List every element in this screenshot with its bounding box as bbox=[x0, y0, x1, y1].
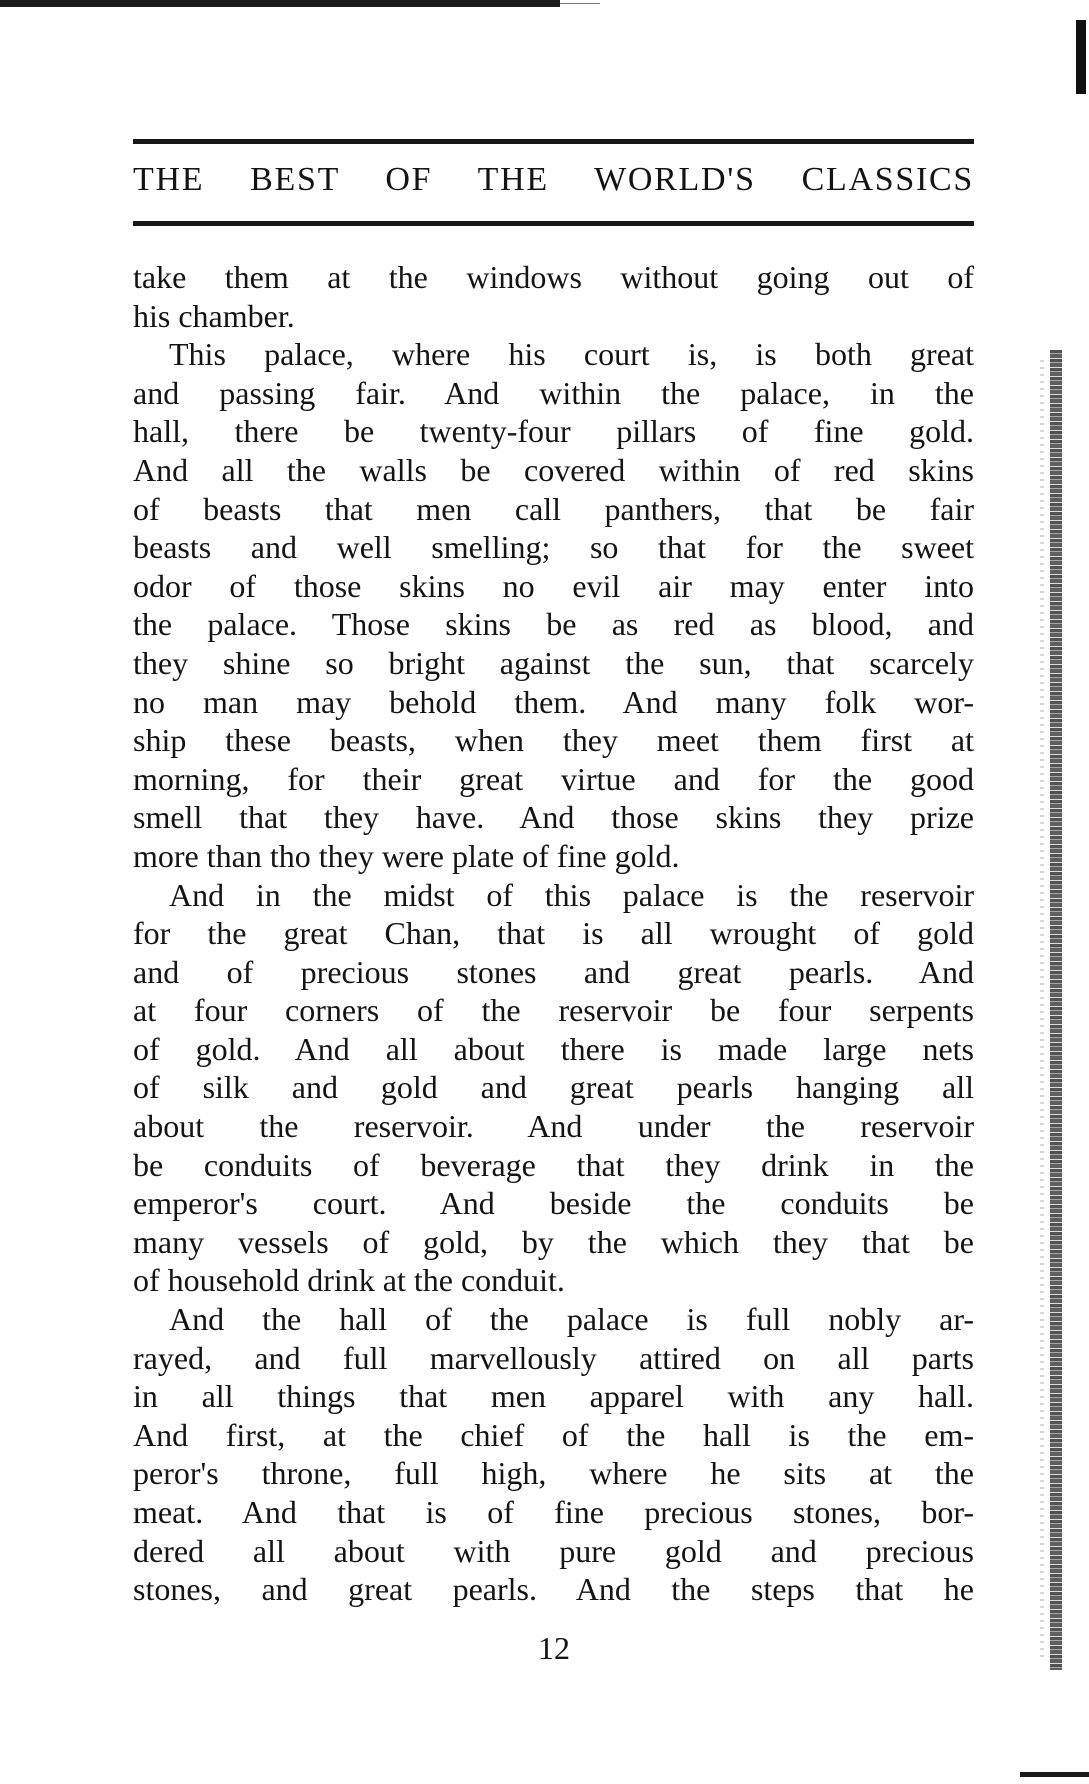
page-bottom-edge bbox=[1020, 1772, 1089, 1777]
text-line: his chamber. bbox=[133, 297, 295, 334]
text-line: they shine so bright against the sun, that scarcely bbox=[133, 644, 974, 681]
text-line: And in the midst of this palace is the reservoir bbox=[169, 876, 974, 913]
page-right-edge-mark bbox=[1076, 20, 1086, 94]
text-line: emperor's court. And beside the conduits be bbox=[133, 1185, 974, 1222]
text-line: hall, there be twenty-four pillars of fine gold. bbox=[133, 413, 974, 450]
text-line: at four corners of the reservoir be four serpents bbox=[133, 992, 974, 1029]
text-line: of household drink at the conduit. bbox=[133, 1262, 565, 1299]
binding-shadow-light bbox=[1040, 360, 1044, 1660]
text-line: stones, and great pearls. And the steps that he bbox=[133, 1571, 974, 1608]
text-line: And first, at the chief of the hall is the em- bbox=[133, 1416, 974, 1453]
text-line: for the great Chan, that is all wrought of gold bbox=[133, 915, 974, 952]
text-line: morning, for their great virtue and for the good bbox=[133, 760, 974, 797]
text-line: dered all about with pure gold and precious bbox=[133, 1532, 974, 1569]
text-line: and passing fair. And within the palace, in the bbox=[133, 374, 974, 411]
header-rule-top bbox=[133, 139, 974, 144]
text-line: of gold. And all about there is made large nets bbox=[133, 1030, 974, 1067]
text-line: smell that they have. And those skins they prize bbox=[133, 799, 974, 836]
text-line: the palace. Those skins be as red as blood, and bbox=[133, 606, 974, 643]
text-line: about the reservoir. And under the reservoir bbox=[133, 1108, 974, 1145]
text-line: And the hall of the palace is full nobly ar- bbox=[169, 1301, 974, 1338]
text-line: beasts and well smelling; so that for the sweet bbox=[133, 529, 974, 566]
text-line: peror's throne, full high, where he sits at the bbox=[133, 1455, 974, 1492]
text-line: odor of those skins no evil air may enter into bbox=[133, 567, 974, 604]
binding-shadow bbox=[1050, 350, 1062, 1670]
page-top-edge-thin bbox=[560, 3, 600, 4]
text-line: and of precious stones and great pearls. And bbox=[133, 953, 974, 990]
running-head: THE BEST OF THE WORLD'S CLASSICS bbox=[133, 161, 974, 198]
text-line: ship these beasts, when they meet them first at bbox=[133, 722, 974, 759]
text-line: more than tho they were plate of fine gold. bbox=[133, 837, 680, 874]
text-line: many vessels of gold, by the which they that be bbox=[133, 1223, 974, 1260]
text-line: rayed, and full marvellously attired on all parts bbox=[133, 1339, 974, 1376]
text-line: of silk and gold and great pearls hanging all bbox=[133, 1069, 974, 1106]
text-line: This palace, where his court is, is both great bbox=[169, 336, 974, 373]
text-line: be conduits of beverage that they drink in the bbox=[133, 1146, 974, 1183]
text-line: no man may behold them. And many folk wor- bbox=[133, 683, 974, 720]
header-rule-bottom bbox=[133, 221, 974, 226]
body-text bbox=[133, 258, 974, 1609]
text-line: of beasts that men call panthers, that be fair bbox=[133, 490, 974, 527]
text-line: meat. And that is of fine precious stones, bor- bbox=[133, 1494, 974, 1530]
page-top-edge bbox=[0, 0, 560, 7]
page-number: 12 bbox=[538, 1630, 570, 1666]
text-line: in all things that men apparel with any hall. bbox=[133, 1378, 974, 1415]
text-line: take them at the windows without going out of bbox=[133, 259, 974, 295]
text-line: And all the walls be covered within of red skins bbox=[133, 451, 974, 488]
